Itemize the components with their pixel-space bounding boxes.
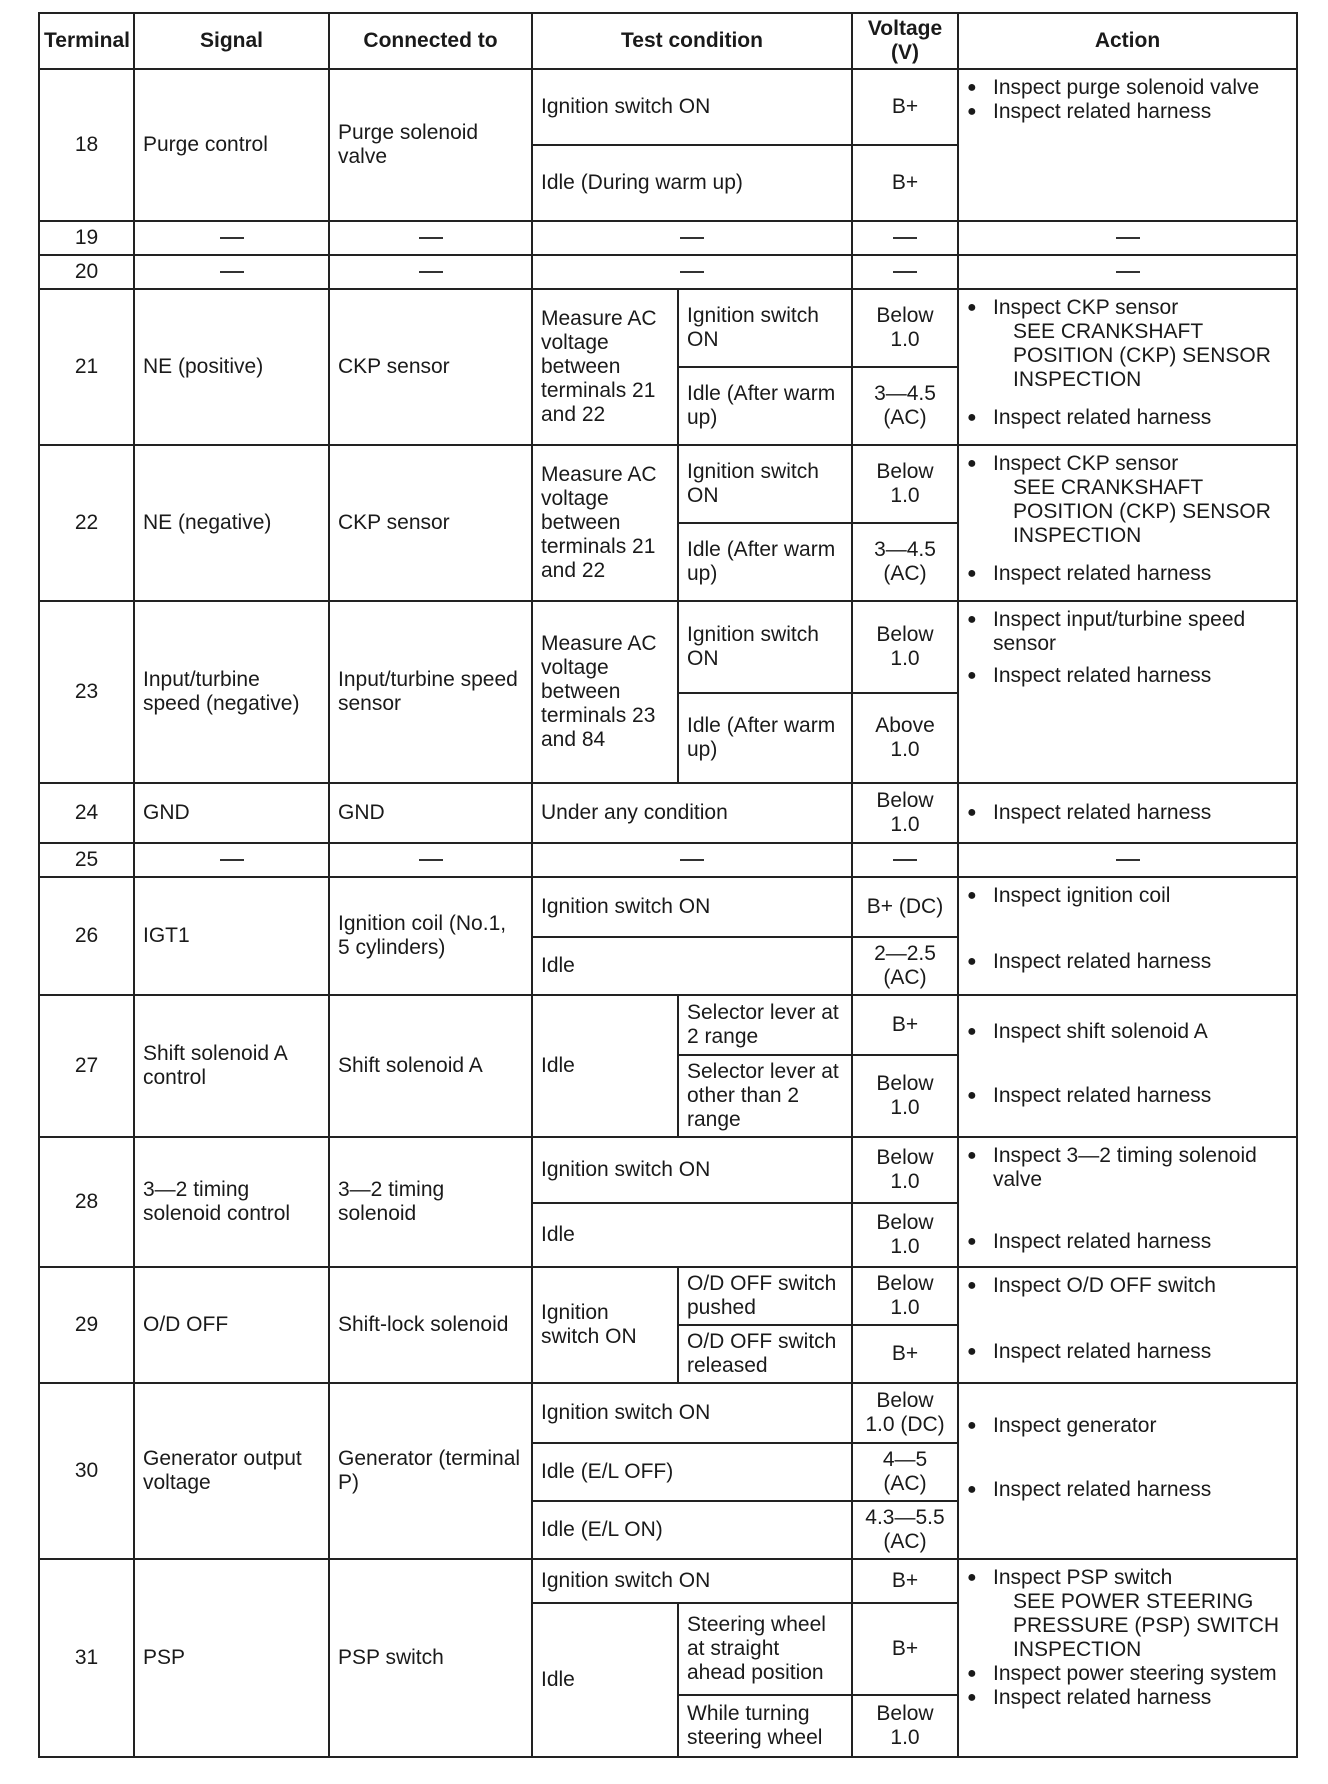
- action-cell: ● Inspect 3—2 timing solenoid valve ● Inspect related harness: [958, 1137, 1297, 1267]
- voltage-cell: 2—2.5 (AC): [852, 937, 958, 995]
- subcondition-cell: Ignition switch ON: [678, 445, 852, 523]
- empty-cell: [852, 843, 958, 877]
- connected-cell: CKP sensor: [329, 289, 532, 445]
- voltage-cell: 3—4.5 (AC): [852, 523, 958, 601]
- signal-cell: Generator output voltage: [134, 1383, 329, 1559]
- signal-cell: Shift solenoid A control: [134, 995, 329, 1137]
- connected-cell: Ignition coil (No.1, 5 cylinders): [329, 877, 532, 995]
- connected-cell: Shift solenoid A: [329, 995, 532, 1137]
- condition-cell: Ignition switch ON: [532, 1137, 852, 1203]
- bullet-icon: ●: [967, 1087, 977, 1104]
- table-row: [39, 221, 1297, 255]
- voltage-cell: Below 1.0 (DC): [852, 1383, 958, 1443]
- subcondition-cell: Steering wheel at straight ahead position: [678, 1603, 852, 1695]
- terminal-cell: 21: [39, 289, 134, 445]
- bullet-icon: ●: [967, 1277, 977, 1294]
- action-cell: ● Inspect ignition coil ● Inspect related harness: [958, 877, 1297, 995]
- voltage-cell: B+: [852, 145, 958, 221]
- table-row: [39, 877, 1297, 937]
- empty-cell: [329, 255, 532, 289]
- condition-cell: Idle (E/L OFF): [532, 1443, 852, 1501]
- connected-cell: Generator (terminal P): [329, 1383, 532, 1559]
- subcondition-cell: Idle (After warm up): [678, 693, 852, 783]
- table-row: [39, 783, 1297, 843]
- voltage-cell: B+: [852, 69, 958, 145]
- connected-cell: GND: [329, 783, 532, 843]
- table-row: [39, 289, 1297, 367]
- signal-cell: 3—2 timing solenoid control: [134, 1137, 329, 1267]
- empty-cell: [134, 221, 329, 255]
- dash-mark: [893, 859, 917, 861]
- bullet-icon: ●: [967, 1233, 977, 1250]
- subcondition-cell: Selector lever at other than 2 range: [678, 1055, 852, 1137]
- action-cell: ● Inspect CKP sensor SEE CRANKSHAFT POSITION (CKP) SENSOR INSPECTION ● Inspect related harness: [958, 445, 1297, 601]
- voltage-cell: 3—4.5 (AC): [852, 367, 958, 445]
- condition-cell: Ignition switch ON: [532, 1383, 852, 1443]
- subcondition-cell: Idle (After warm up): [678, 523, 852, 601]
- dash-mark: [1116, 237, 1140, 239]
- bullet-icon: ●: [967, 1665, 977, 1682]
- bullet-icon: ●: [967, 804, 977, 821]
- action-cell: ● Inspect purge solenoid valve ● Inspect related harness: [958, 69, 1297, 221]
- condition-cell: Ignition switch ON: [532, 1267, 678, 1383]
- connected-cell: Shift-lock solenoid: [329, 1267, 532, 1383]
- condition-cell: Measure AC voltage between terminals 21 and 22: [532, 445, 678, 601]
- condition-cell: Under any condition: [532, 783, 852, 843]
- bullet-icon: ●: [967, 1689, 977, 1706]
- subcondition-cell: Ignition switch ON: [678, 601, 852, 693]
- terminal-table: [38, 12, 1298, 1758]
- bullet-icon: ●: [967, 611, 977, 628]
- table-row: [39, 843, 1297, 877]
- empty-cell: [532, 255, 852, 289]
- empty-cell: [958, 843, 1297, 877]
- bullet-icon: ●: [967, 1343, 977, 1360]
- signal-cell: Purge control: [134, 69, 329, 221]
- action-cell: ● Inspect O/D OFF switch ● Inspect related harness: [958, 1267, 1297, 1383]
- bullet-icon: ●: [967, 887, 977, 904]
- terminal-cell: 22: [39, 445, 134, 601]
- bullet-icon: ●: [967, 1569, 977, 1586]
- voltage-cell: Below 1.0: [852, 1267, 958, 1325]
- condition-cell: Measure AC voltage between terminals 23 and 84: [532, 601, 678, 783]
- see-reference: SEE CRANKSHAFT POSITION (CKP) SENSOR INSPECTION: [1013, 476, 1271, 547]
- condition-cell: Measure AC voltage between terminals 21 and 22: [532, 289, 678, 445]
- action-cell: ● Inspect input/turbine speed sensor ● Inspect related harness: [958, 601, 1297, 783]
- connected-cell: CKP sensor: [329, 445, 532, 601]
- condition-cell: Idle: [532, 1203, 852, 1267]
- table-row: [39, 1267, 1297, 1325]
- voltage-cell: Below 1.0: [852, 1055, 958, 1137]
- connected-cell: PSP switch: [329, 1559, 532, 1757]
- see-reference: SEE CRANKSHAFT POSITION (CKP) SENSOR INSPECTION: [1013, 320, 1271, 391]
- voltage-cell: 4.3—5.5 (AC): [852, 1501, 958, 1559]
- header-voltage: Voltage (V): [852, 13, 958, 69]
- dash-mark: [220, 859, 244, 861]
- empty-cell: [852, 255, 958, 289]
- header-row: [39, 13, 1297, 69]
- dash-mark: [893, 237, 917, 239]
- header-signal: Signal: [134, 13, 329, 69]
- terminal-cell: 18: [39, 69, 134, 221]
- dash-mark: [419, 271, 443, 273]
- voltage-cell: B+: [852, 1325, 958, 1383]
- table-row: [39, 1559, 1297, 1603]
- subcondition-cell: Ignition switch ON: [678, 289, 852, 367]
- condition-cell: Idle (During warm up): [532, 145, 852, 221]
- voltage-cell: Below 1.0: [852, 1137, 958, 1203]
- empty-cell: [532, 843, 852, 877]
- voltage-cell: Below 1.0: [852, 783, 958, 843]
- empty-cell: [532, 221, 852, 255]
- dash-mark: [680, 859, 704, 861]
- signal-cell: NE (negative): [134, 445, 329, 601]
- dash-mark: [419, 859, 443, 861]
- header-terminal: Terminal: [39, 13, 134, 69]
- table-row: [39, 995, 1297, 1055]
- voltage-cell: B+: [852, 1559, 958, 1603]
- dash-mark: [680, 237, 704, 239]
- dash-mark: [893, 271, 917, 273]
- subcondition-cell: Selector lever at 2 range: [678, 995, 852, 1055]
- table-row: [39, 601, 1297, 693]
- terminal-cell: 26: [39, 877, 134, 995]
- bullet-icon: ●: [967, 103, 977, 120]
- table-row: [39, 69, 1297, 145]
- condition-cell: Ignition switch ON: [532, 1559, 852, 1603]
- bullet-icon: ●: [967, 409, 977, 426]
- terminal-cell: 25: [39, 843, 134, 877]
- condition-cell: Idle: [532, 1603, 678, 1757]
- voltage-cell: B+ (DC): [852, 877, 958, 937]
- connected-cell: Purge solenoid valve: [329, 69, 532, 221]
- bullet-icon: ●: [967, 1481, 977, 1498]
- dash-mark: [220, 271, 244, 273]
- action-cell: ● Inspect PSP switch SEE POWER STEERING PRESSURE (PSP) SWITCH INSPECTION ● Inspect power steering system ● Inspect related harness: [958, 1559, 1297, 1757]
- bullet-icon: ●: [967, 1417, 977, 1434]
- bullet-icon: ●: [967, 565, 977, 582]
- voltage-cell: Below 1.0: [852, 445, 958, 523]
- see-reference: SEE POWER STEERING PRESSURE (PSP) SWITCH INSPECTION: [1013, 1590, 1280, 1661]
- condition-cell: Idle: [532, 995, 678, 1137]
- condition-cell: Idle: [532, 937, 852, 995]
- signal-cell: O/D OFF: [134, 1267, 329, 1383]
- empty-cell: [134, 843, 329, 877]
- signal-cell: Input/turbine speed (negative): [134, 601, 329, 783]
- terminal-cell: 28: [39, 1137, 134, 1267]
- bullet-icon: ●: [967, 455, 977, 472]
- terminal-cell: 23: [39, 601, 134, 783]
- bullet-icon: ●: [967, 1023, 977, 1040]
- subcondition-cell: O/D OFF switch released: [678, 1325, 852, 1383]
- bullet-icon: ●: [967, 953, 977, 970]
- empty-cell: [852, 221, 958, 255]
- action-cell: ● Inspect CKP sensor SEE CRANKSHAFT POSITION (CKP) SENSOR INSPECTION ● Inspect related harness: [958, 289, 1297, 445]
- dash-mark: [680, 271, 704, 273]
- action-cell: ● Inspect generator ● Inspect related harness: [958, 1383, 1297, 1559]
- connected-cell: Input/turbine speed sensor: [329, 601, 532, 783]
- condition-cell: Ignition switch ON: [532, 877, 852, 937]
- bullet-icon: ●: [967, 1147, 977, 1164]
- subcondition-cell: While turning steering wheel: [678, 1695, 852, 1757]
- bullet-icon: ●: [967, 79, 977, 96]
- table-row: [39, 445, 1297, 523]
- voltage-cell: B+: [852, 1603, 958, 1695]
- terminal-cell: 29: [39, 1267, 134, 1383]
- condition-cell: Ignition switch ON: [532, 69, 852, 145]
- terminal-cell: 19: [39, 221, 134, 255]
- voltage-cell: Below 1.0: [852, 289, 958, 367]
- action-cell: ● Inspect shift solenoid A ● Inspect related harness: [958, 995, 1297, 1137]
- dash-mark: [419, 237, 443, 239]
- table-row: [39, 1383, 1297, 1443]
- condition-cell: Idle (E/L ON): [532, 1501, 852, 1559]
- empty-cell: [958, 255, 1297, 289]
- voltage-cell: Below 1.0: [852, 601, 958, 693]
- empty-cell: [958, 221, 1297, 255]
- voltage-cell: Below 1.0: [852, 1203, 958, 1267]
- table-row: [39, 1137, 1297, 1203]
- terminal-cell: 30: [39, 1383, 134, 1559]
- dash-mark: [220, 237, 244, 239]
- table-row: [39, 255, 1297, 289]
- voltage-cell: 4—5 (AC): [852, 1443, 958, 1501]
- header-test-condition: Test condition: [532, 13, 852, 69]
- empty-cell: [329, 843, 532, 877]
- bullet-icon: ●: [967, 667, 977, 684]
- connected-cell: 3—2 timing solenoid: [329, 1137, 532, 1267]
- voltage-cell: Below 1.0: [852, 1695, 958, 1757]
- terminal-cell: 27: [39, 995, 134, 1137]
- subcondition-cell: O/D OFF switch pushed: [678, 1267, 852, 1325]
- empty-cell: [329, 221, 532, 255]
- signal-cell: GND: [134, 783, 329, 843]
- bullet-icon: ●: [967, 299, 977, 316]
- action-cell: ● Inspect related harness: [958, 783, 1297, 843]
- terminal-cell: 20: [39, 255, 134, 289]
- signal-cell: NE (positive): [134, 289, 329, 445]
- signal-cell: IGT1: [134, 877, 329, 995]
- voltage-cell: Above 1.0: [852, 693, 958, 783]
- voltage-cell: B+: [852, 995, 958, 1055]
- subcondition-cell: Idle (After warm up): [678, 367, 852, 445]
- dash-mark: [1116, 859, 1140, 861]
- header-connected-to: Connected to: [329, 13, 532, 69]
- terminal-cell: 31: [39, 1559, 134, 1757]
- dash-mark: [1116, 271, 1140, 273]
- empty-cell: [134, 255, 329, 289]
- signal-cell: PSP: [134, 1559, 329, 1757]
- header-action: Action: [958, 13, 1297, 69]
- terminal-cell: 24: [39, 783, 134, 843]
